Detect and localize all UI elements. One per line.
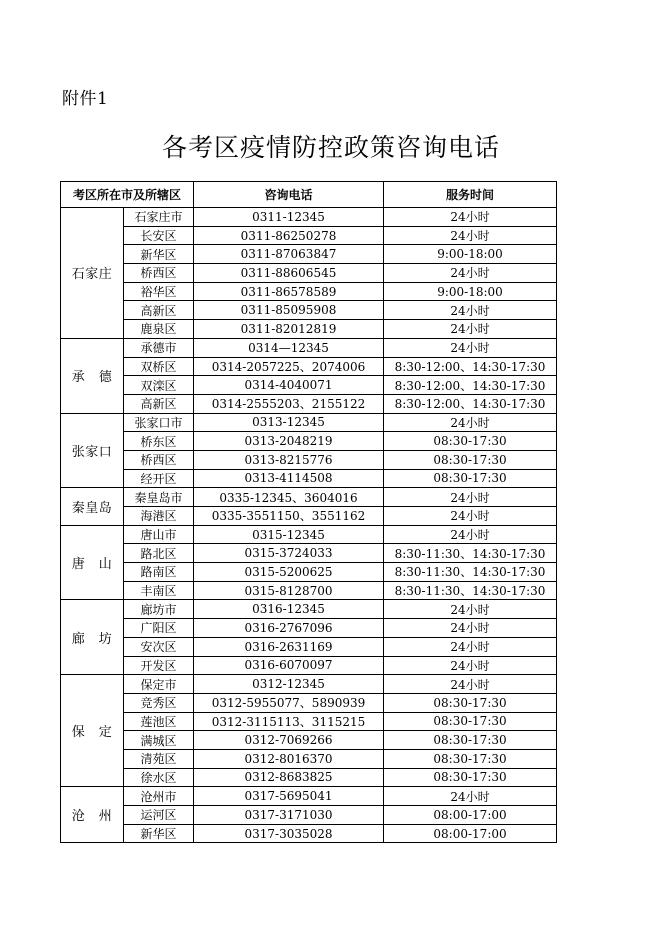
hours-cell: 08:30-17:30 <box>384 432 557 451</box>
district-cell: 唐山市 <box>124 525 194 544</box>
district-cell: 运河区 <box>124 806 194 825</box>
phone-cell: 0314—12345 <box>194 338 384 357</box>
hours-cell: 9:00-18:00 <box>384 282 557 301</box>
phone-cell: 0335-3551150、3551162 <box>194 507 384 526</box>
district-cell: 高新区 <box>124 394 194 413</box>
hours-cell: 08:00-17:00 <box>384 824 557 843</box>
table-row <box>61 338 557 357</box>
phone-cell: 0315-3724033 <box>194 544 384 563</box>
table-row <box>61 282 557 301</box>
district-cell: 满城区 <box>124 731 194 750</box>
hours-cell: 08:30-17:30 <box>384 731 557 750</box>
district-cell: 新华区 <box>124 824 194 843</box>
hours-cell: 08:30-17:30 <box>384 768 557 787</box>
hours-cell: 24小时 <box>384 675 557 694</box>
table-row <box>61 544 557 563</box>
phone-cell: 0314-2555203、2155122 <box>194 394 384 413</box>
hours-cell: 24小时 <box>384 600 557 619</box>
hours-cell: 24小时 <box>384 413 557 432</box>
hours-cell: 8:30-11:30、14:30-17:30 <box>384 544 557 563</box>
consultation-phone-table <box>60 181 557 843</box>
district-cell: 路北区 <box>124 544 194 563</box>
phone-cell: 0315-12345 <box>194 525 384 544</box>
district-cell: 新华区 <box>124 245 194 264</box>
phone-cell: 0317-5695041 <box>194 787 384 806</box>
hours-cell: 24小时 <box>384 301 557 320</box>
table-row <box>61 749 557 768</box>
district-cell: 石家庄市 <box>124 208 194 227</box>
header-region: 考区所在市及所辖区 <box>61 182 194 208</box>
district-cell: 徐水区 <box>124 768 194 787</box>
table-row <box>61 488 557 507</box>
city-cell: 保 定 <box>61 675 124 787</box>
phone-cell: 0316-12345 <box>194 600 384 619</box>
table-row <box>61 619 557 638</box>
phone-cell: 0314-4040071 <box>194 376 384 395</box>
table-row <box>61 226 557 245</box>
hours-cell: 24小时 <box>384 208 557 227</box>
phone-cell: 0313-12345 <box>194 413 384 432</box>
table-row <box>61 376 557 395</box>
phone-cell: 0311-12345 <box>194 208 384 227</box>
phone-cell: 0312-8016370 <box>194 749 384 768</box>
hours-cell: 08:30-17:30 <box>384 749 557 768</box>
table-row <box>61 320 557 339</box>
district-cell: 保定市 <box>124 675 194 694</box>
district-cell: 裕华区 <box>124 282 194 301</box>
city-cell: 廊 坊 <box>61 600 124 675</box>
district-cell: 竞秀区 <box>124 693 194 712</box>
table-row <box>61 301 557 320</box>
hours-cell: 8:30-11:30、14:30-17:30 <box>384 563 557 582</box>
table-row <box>61 394 557 413</box>
phone-cell: 0313-8215776 <box>194 450 384 469</box>
hours-cell: 9:00-18:00 <box>384 245 557 264</box>
district-cell: 清苑区 <box>124 749 194 768</box>
table-row <box>61 245 557 264</box>
city-cell: 石家庄 <box>61 208 124 339</box>
hours-cell: 08:30-17:30 <box>384 469 557 488</box>
table-row <box>61 563 557 582</box>
city-cell: 秦皇岛 <box>61 488 124 525</box>
table-row <box>61 507 557 526</box>
table-row <box>61 264 557 283</box>
table-row <box>61 637 557 656</box>
district-cell: 经开区 <box>124 469 194 488</box>
table-row <box>61 469 557 488</box>
city-cell: 承 德 <box>61 338 124 413</box>
phone-cell: 0311-88606545 <box>194 264 384 283</box>
phone-cell: 0317-3035028 <box>194 824 384 843</box>
table-row <box>61 450 557 469</box>
district-cell: 秦皇岛市 <box>124 488 194 507</box>
table-row <box>61 675 557 694</box>
district-cell: 承德市 <box>124 338 194 357</box>
district-cell: 广阳区 <box>124 619 194 638</box>
phone-cell: 0313-2048219 <box>194 432 384 451</box>
hours-cell: 24小时 <box>384 320 557 339</box>
phone-cell: 0311-86578589 <box>194 282 384 301</box>
phone-cell: 0312-12345 <box>194 675 384 694</box>
phone-cell: 0311-87063847 <box>194 245 384 264</box>
hours-cell: 24小时 <box>384 525 557 544</box>
hours-cell: 24小时 <box>384 787 557 806</box>
hours-cell: 24小时 <box>384 488 557 507</box>
district-cell: 桥西区 <box>124 450 194 469</box>
page-title <box>0 128 662 164</box>
phone-cell: 0314-2057225、2074006 <box>194 357 384 376</box>
district-cell: 安次区 <box>124 637 194 656</box>
district-cell: 丰南区 <box>124 581 194 600</box>
district-cell: 莲池区 <box>124 712 194 731</box>
table-row <box>61 432 557 451</box>
table-body <box>61 208 557 843</box>
phone-cell: 0312-5955077、5890939 <box>194 693 384 712</box>
phone-cell: 0315-8128700 <box>194 581 384 600</box>
table-row <box>61 768 557 787</box>
hours-cell: 8:30-12:00、14:30-17:30 <box>384 376 557 395</box>
district-cell: 海港区 <box>124 507 194 526</box>
table-row <box>61 693 557 712</box>
city-cell: 沧 州 <box>61 787 124 843</box>
hours-cell: 24小时 <box>384 264 557 283</box>
district-cell: 双桥区 <box>124 357 194 376</box>
phone-cell: 0312-7069266 <box>194 731 384 750</box>
hours-cell: 8:30-12:00、14:30-17:30 <box>384 394 557 413</box>
table-header-row <box>61 182 557 208</box>
page-title-text: 各考区疫情防控政策咨询电话 <box>161 133 500 162</box>
hours-cell: 08:30-17:30 <box>384 693 557 712</box>
table-row <box>61 824 557 843</box>
district-cell: 双滦区 <box>124 376 194 395</box>
hours-cell: 24小时 <box>384 226 557 245</box>
table-row <box>61 357 557 376</box>
district-cell: 高新区 <box>124 301 194 320</box>
phone-cell: 0311-82012819 <box>194 320 384 339</box>
hours-cell: 24小时 <box>384 507 557 526</box>
table-row <box>61 208 557 227</box>
table-row <box>61 525 557 544</box>
district-cell: 长安区 <box>124 226 194 245</box>
header-phone: 咨询电话 <box>194 182 384 208</box>
phone-cell: 0316-2767096 <box>194 619 384 638</box>
hours-cell: 24小时 <box>384 637 557 656</box>
phone-cell: 0312-8683825 <box>194 768 384 787</box>
city-cell: 张家口 <box>61 413 124 488</box>
district-cell: 张家口市 <box>124 413 194 432</box>
table-row <box>61 806 557 825</box>
table-row <box>61 656 557 675</box>
hours-cell: 24小时 <box>384 338 557 357</box>
phone-cell: 0316-2631169 <box>194 637 384 656</box>
hours-cell: 24小时 <box>384 656 557 675</box>
phone-cell: 0311-86250278 <box>194 226 384 245</box>
header-hours: 服务时间 <box>384 182 557 208</box>
hours-cell: 08:30-17:30 <box>384 712 557 731</box>
district-cell: 沧州市 <box>124 787 194 806</box>
phone-cell: 0335-12345、3604016 <box>194 488 384 507</box>
table-row <box>61 731 557 750</box>
attachment-label: 附件1 <box>62 89 109 109</box>
phone-cell: 0315-5200625 <box>194 563 384 582</box>
hours-cell: 08:00-17:00 <box>384 806 557 825</box>
hours-cell: 8:30-11:30、14:30-17:30 <box>384 581 557 600</box>
phone-cell: 0311-85095908 <box>194 301 384 320</box>
district-cell: 桥东区 <box>124 432 194 451</box>
table-row <box>61 600 557 619</box>
table-row <box>61 712 557 731</box>
city-cell: 唐 山 <box>61 525 124 600</box>
district-cell: 开发区 <box>124 656 194 675</box>
district-cell: 廊坊市 <box>124 600 194 619</box>
district-cell: 路南区 <box>124 563 194 582</box>
table-row <box>61 413 557 432</box>
hours-cell: 8:30-12:00、14:30-17:30 <box>384 357 557 376</box>
phone-cell: 0312-3115113、3115215 <box>194 712 384 731</box>
table-row <box>61 581 557 600</box>
phone-cell: 0317-3171030 <box>194 806 384 825</box>
table-row <box>61 787 557 806</box>
district-cell: 鹿泉区 <box>124 320 194 339</box>
district-cell: 桥西区 <box>124 264 194 283</box>
phone-cell: 0313-4114508 <box>194 469 384 488</box>
hours-cell: 24小时 <box>384 619 557 638</box>
hours-cell: 08:30-17:30 <box>384 450 557 469</box>
phone-cell: 0316-6070097 <box>194 656 384 675</box>
